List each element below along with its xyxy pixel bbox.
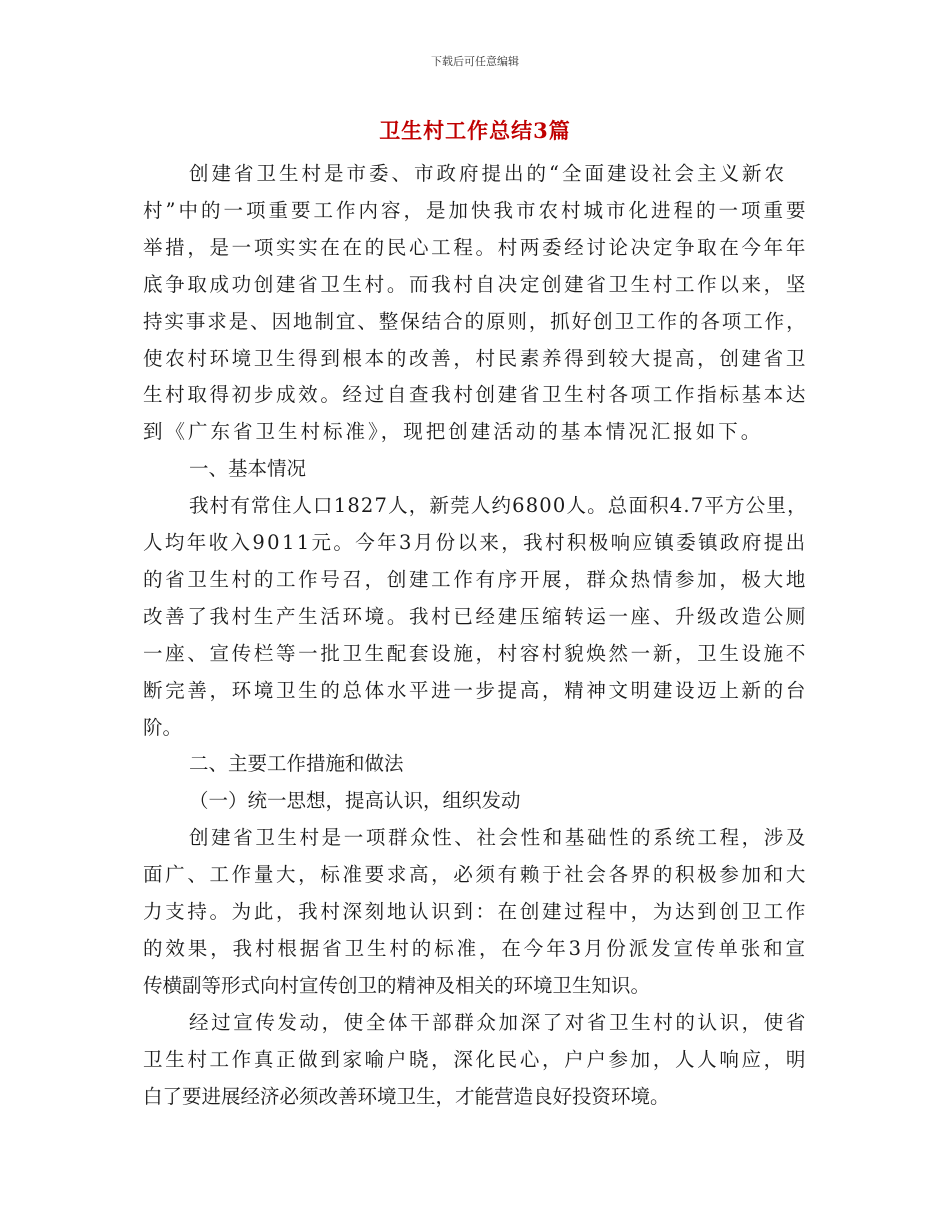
text-line: 的效果，我村根据省卫生村的标准，在今年3月份派发宣传单张和宣: [143, 936, 808, 960]
text-line: 卫生村工作真正做到家喻户晓，深化民心，户户参加，人人响应，明: [143, 1047, 809, 1071]
document-title: 卫生村工作总结3篇: [379, 118, 571, 143]
text-line: 举措，是一项实实在在的民心工程。村两委经讨论决定争取在今年年: [143, 235, 809, 259]
page-header: 下载后可任意编辑: [431, 55, 519, 68]
text-line: 改善了我村生产生活环境。我村已经建压缩转运一座、升级改造公厕: [143, 604, 809, 628]
text-line: 到《广东省卫生村标准》，现把创建活动的基本情况汇报如下。: [143, 420, 764, 444]
text-line: 的省卫生村的工作号召，创建工作有序开展，群众热情参加，极大地: [143, 567, 809, 591]
text-line: 生村取得初步成效。经过自查我村创建省卫生村各项工作指标基本达: [143, 383, 809, 407]
text-line: （一）统一思想，提高认识，组织发动: [189, 789, 521, 813]
text-line: 底争取成功创建省卫生村。而我村自决定创建省卫生村工作以来，坚: [143, 272, 809, 296]
text-line: 白了要进展经济必须改善环境卫生，才能营造良好投资环境。: [143, 1084, 670, 1108]
text-line: 人均年收入9011元。今年3月份以来，我村积极响应镇委镇政府提出: [143, 531, 808, 554]
text-line: 持实事求是、因地制宜、整保结合的原则，抓好创卫工作的各项工作，: [143, 309, 808, 333]
text-line: 使农村环境卫生得到根本的改善，村民素养得到较大提高，创建省卫: [143, 346, 809, 370]
text-line: 阶。: [143, 715, 183, 739]
text-line: 创建省卫生村是市委、市政府提出的“全面建设社会主义新农: [189, 162, 787, 185]
text-line: 面广、工作量大，标准要求高，必须有赖于社会各界的积极参加和大: [143, 863, 809, 887]
text-line: 传横副等形式向村宣传创卫的精神及相关的环境卫生知识。: [143, 973, 651, 997]
text-line: 一座、宣传栏等一批卫生配套设施，村容村貌焕然一新，卫生设施不: [143, 641, 809, 665]
text-line: 创建省卫生村是一项群众性、社会性和基础性的系统工程，涉及: [189, 826, 809, 850]
text-line: 一、基本情况: [189, 457, 307, 481]
text-line: 力支持。为此，我村深刻地认识到：在创建过程中，为达到创卫工作: [143, 900, 809, 923]
text-line: 我村有常住人口1827人，新莞人约6800人。总面积4.7平方公里，: [189, 494, 808, 518]
text-line: 村”中的一项重要工作内容，是加快我市农村城市化进程的一项重要: [143, 198, 809, 222]
text-line: 经过宣传发动，使全体干部群众加深了对省卫生村的认识，使省: [189, 1010, 809, 1034]
text-line: 断完善，环境卫生的总体水平进一步提高，精神文明建设迈上新的台: [143, 678, 809, 702]
text-line: 二、主要工作措施和做法: [189, 752, 404, 776]
